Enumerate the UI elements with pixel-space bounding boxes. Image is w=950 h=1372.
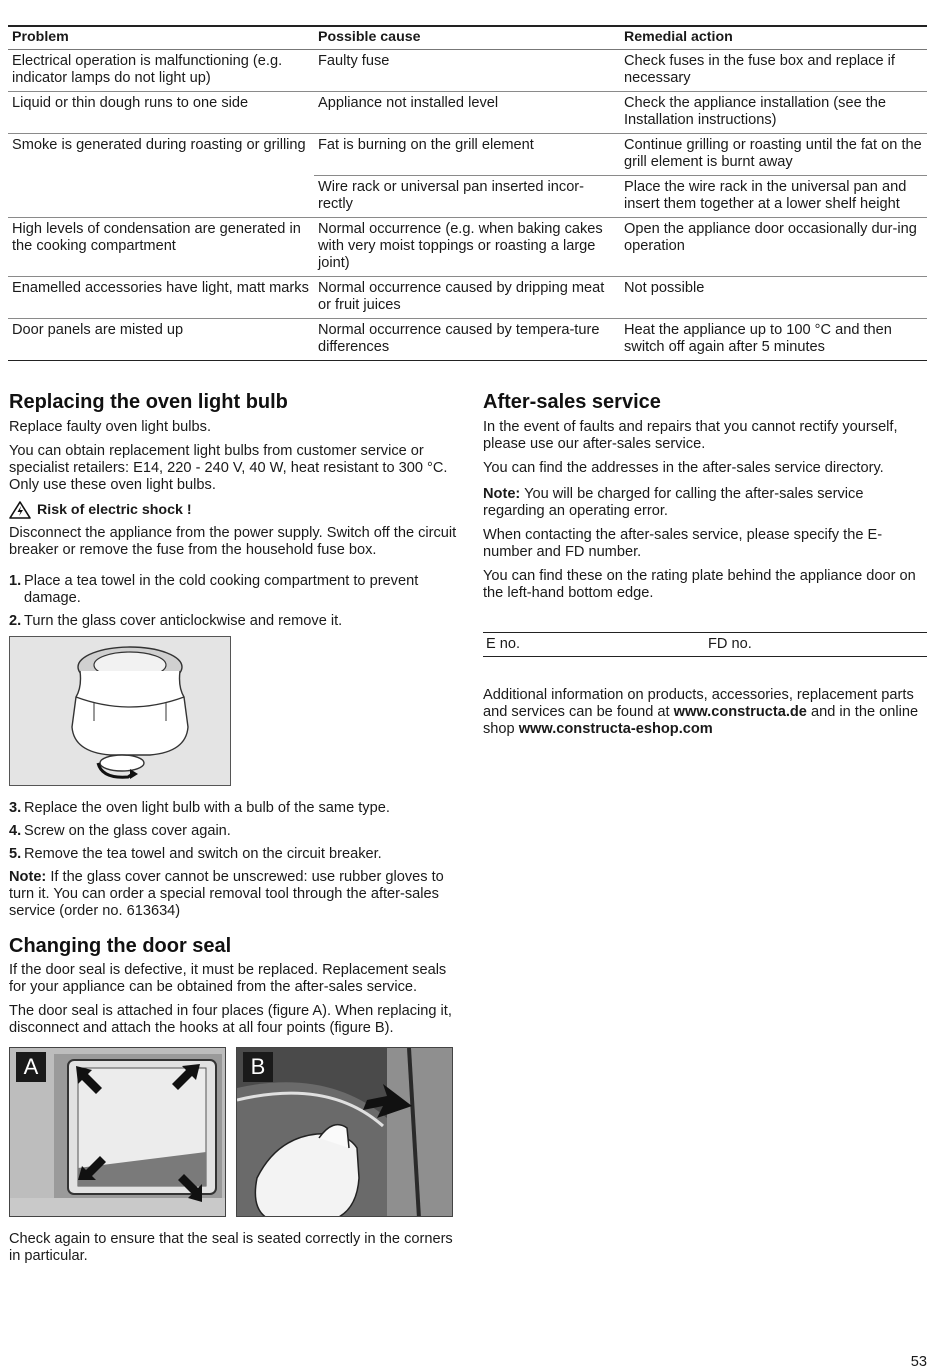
glass-cover-drawing <box>10 637 230 785</box>
figure-b <box>236 1047 453 1217</box>
seal-paragraph-3: Check again to ensure that the seal is seated correctly in the corners in particular. <box>9 1231 453 1264</box>
table-row <box>8 134 927 176</box>
action-cell: Heat the appliance up to 100 °C and then switch off again after 5 minutes <box>620 319 927 361</box>
step-text: Screw on the glass cover again. <box>24 823 231 839</box>
service-paragraph-4: You can find these on the rating plate behind the appliance door on the left-hand bottom edge. <box>483 568 916 601</box>
warning-text: Risk of electric shock ! <box>37 501 192 518</box>
eshop-link: www.constructa-eshop.com <box>518 721 713 737</box>
action-cell: Not possible <box>620 277 927 319</box>
info-text-a: Additional information on products, accessories, replacement parts and services can be found at <box>483 687 914 720</box>
list-item <box>9 573 457 607</box>
bulb-steps-2 <box>9 800 457 863</box>
page-number: 53 <box>910 1354 927 1370</box>
step-text: Remove the tea towel and switch on the circuit breaker. <box>24 846 382 862</box>
door-seal-figures <box>9 1047 457 1217</box>
step-number: 2. <box>9 613 22 629</box>
figure-a-label: A <box>16 1052 46 1082</box>
problem-cell: Electrical operation is malfunctioning (e.g. indicator lamps do not light up) <box>8 50 314 92</box>
action-cell: Check fuses in the fuse box and replace if necessary <box>620 50 927 92</box>
seal-paragraph-2: The door seal is attached in four places (figure A). When replacing it, disconnect and attach the hooks at all four points (figure B). <box>9 1003 452 1036</box>
glass-cover-illustration <box>9 636 231 786</box>
fd-number-field: FD no. <box>708 636 752 652</box>
bulb-note <box>9 869 457 920</box>
cause-cell: Normal occurrence caused by dripping meat or fruit juices <box>314 277 620 319</box>
cause-cell: Faulty fuse <box>314 50 620 92</box>
table-row <box>8 218 927 277</box>
left-column <box>9 390 457 1272</box>
rating-number-table <box>483 632 927 657</box>
list-item <box>9 846 457 863</box>
figure-a <box>9 1047 226 1217</box>
step-number: 1. <box>9 573 22 589</box>
list-item <box>9 823 457 840</box>
electric-shock-warning <box>9 501 457 519</box>
problem-cell: Door panels are misted up <box>8 319 314 361</box>
table-row <box>8 277 927 319</box>
step-text: Place a tea towel in the cold cooking compartment to prevent damage. <box>24 573 419 606</box>
bulb-steps-1 <box>9 573 457 630</box>
service-paragraph-1: In the event of faults and repairs that you cannot rectify yourself, please use our after-sales service. <box>483 419 898 452</box>
step-text: Replace the oven light bulb with a bulb of the same type. <box>24 800 390 816</box>
seal-heading: Changing the door seal <box>9 935 232 957</box>
note-text: You will be charged for calling the after-sales service regarding an operating error. <box>483 486 864 519</box>
step-text: Turn the glass cover anticlockwise and remove it. <box>24 613 343 629</box>
problem-cell: Enamelled accessories have light, matt marks <box>8 277 314 319</box>
note-label: Note: <box>9 869 47 885</box>
action-cell: Continue grilling or roasting until the fat on the grill element is burnt away <box>620 134 927 176</box>
list-item <box>9 800 457 817</box>
troubleshooting-table <box>8 26 927 361</box>
list-item <box>9 613 457 630</box>
bulb-paragraph-2: You can obtain replacement light bulbs from customer service or specialist retailers: E14, 220 - 240 V, 40 W, heat resistant to 300 °C. Only use these oven light bulbs. <box>9 443 448 493</box>
table-row <box>8 92 927 134</box>
service-heading: After-sales service <box>483 391 661 413</box>
figure-b-label: B <box>243 1052 273 1082</box>
cause-cell: Wire rack or universal pan inserted incor-rectly <box>314 176 620 218</box>
website-link: www.constructa.de <box>673 704 807 720</box>
table-row <box>8 50 927 92</box>
header-action: Remedial action <box>620 26 927 50</box>
problem-cell: Smoke is generated during roasting or grilling <box>8 134 314 218</box>
note-text: If the glass cover cannot be unscrewed: use rubber gloves to turn it. You can order a special removal tool through the after-sales service (order no. 613634) <box>9 869 444 919</box>
problem-cell: High levels of condensation are generated in the cooking compartment <box>8 218 314 277</box>
step-number: 4. <box>9 823 22 839</box>
header-problem: Problem <box>8 26 314 50</box>
table-row <box>8 319 927 361</box>
step-number: 5. <box>9 846 22 862</box>
bulb-paragraph-3: Disconnect the appliance from the power supply. Switch off the circuit breaker or remove the fuse from the household fuse box. <box>9 525 457 558</box>
service-paragraph-5 <box>483 687 927 738</box>
warning-triangle-icon <box>9 501 31 519</box>
action-cell: Place the wire rack in the universal pan and insert them together at a lower shelf height <box>620 176 927 218</box>
note-label: Note: <box>483 486 521 502</box>
e-number-field: E no. <box>486 636 521 652</box>
problem-cell: Liquid or thin dough runs to one side <box>8 92 314 134</box>
step-number: 3. <box>9 800 22 816</box>
service-paragraph-2: You can find the addresses in the after-sales service directory. <box>483 460 884 476</box>
service-paragraph-3: When contacting the after-sales service, please specify the E-number and FD number. <box>483 527 883 560</box>
service-note <box>483 486 927 520</box>
right-column <box>483 390 927 745</box>
bulb-paragraph-1: Replace faulty oven light bulbs. <box>9 419 212 435</box>
cause-cell: Appliance not installed level <box>314 92 620 134</box>
header-cause: Possible cause <box>314 26 620 50</box>
bulb-heading: Replacing the oven light bulb <box>9 391 288 413</box>
cause-cell: Normal occurrence (e.g. when baking cakes with very moist toppings or roasting a large joint) <box>314 218 620 277</box>
action-cell: Check the appliance installation (see the Installation instructions) <box>620 92 927 134</box>
cause-cell: Normal occurrence caused by tempera-ture differences <box>314 319 620 361</box>
cause-cell: Fat is burning on the grill element <box>314 134 620 176</box>
seal-paragraph-1: If the door seal is defective, it must be replaced. Replacement seals for your appliance can be obtained from the after-sales service. <box>9 962 447 995</box>
info-text-b: and in the online shop <box>483 704 919 737</box>
action-cell: Open the appliance door occasionally dur-ing operation <box>620 218 927 277</box>
table-header-row <box>8 26 927 50</box>
